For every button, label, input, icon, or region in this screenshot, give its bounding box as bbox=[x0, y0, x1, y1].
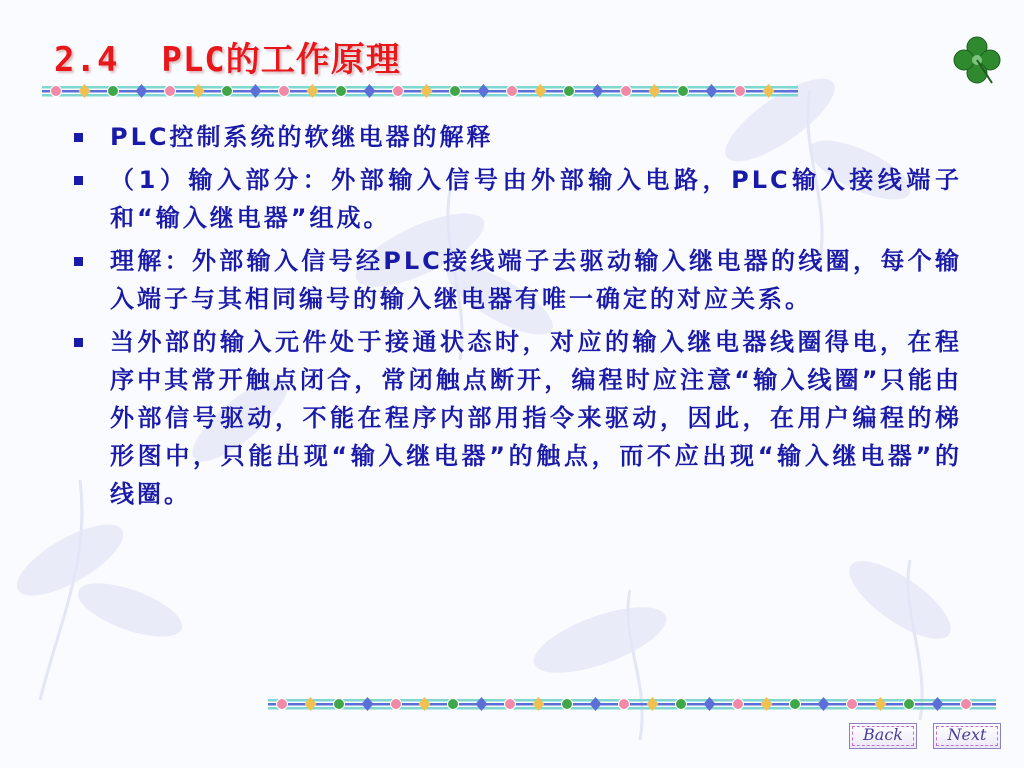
divider-flower-icon bbox=[448, 699, 459, 710]
divider-flower-icon bbox=[961, 699, 972, 710]
bullet-text: 当外部的输入元件处于接通状态时，对应的输入继电器线圈得电，在程序中其常开触点闭合，常闭触点断开，编程时应注意“输入线圈”只能由外部信号驱动，不能在程序内部用指令来驱动，因此，在用户编程的梯形图中，只能出现“输入继电器”的触点，而不应出现“输入继电器”的线圈。 bbox=[110, 328, 962, 508]
divider-flower-icon bbox=[336, 86, 347, 97]
bullet-text: PLC控制系统的软继电器的解释 bbox=[110, 123, 494, 151]
divider-flower-icon bbox=[847, 699, 858, 710]
divider-flower-icon bbox=[51, 86, 62, 97]
bottom-divider bbox=[268, 693, 996, 715]
divider-flower-icon bbox=[393, 86, 404, 97]
square-bullet-icon bbox=[74, 338, 83, 347]
top-divider bbox=[42, 80, 798, 102]
bullet-text: （1）输入部分：外部输入信号由外部输入电路，PLC输入接线端子和“输入继电器”组成。 bbox=[110, 166, 962, 232]
divider-flower-icon bbox=[222, 86, 233, 97]
square-bullet-icon bbox=[74, 133, 83, 142]
divider-flower-icon bbox=[108, 86, 119, 97]
divider-flower-icon bbox=[562, 699, 573, 710]
bullet-list bbox=[72, 118, 962, 518]
divider-flower-icon bbox=[621, 86, 632, 97]
square-bullet-icon bbox=[74, 176, 83, 185]
next-button[interactable]: Next bbox=[933, 723, 1001, 749]
divider-flower-icon bbox=[165, 86, 176, 97]
divider-flower-icon bbox=[391, 699, 402, 710]
back-button[interactable]: Back bbox=[849, 723, 917, 749]
divider-flower-icon bbox=[733, 699, 744, 710]
divider-flower-icon bbox=[735, 86, 746, 97]
bullet-item bbox=[72, 242, 962, 318]
divider-flower-icon bbox=[564, 86, 575, 97]
bullet-item bbox=[72, 323, 962, 513]
bullet-item bbox=[72, 118, 962, 156]
divider-flower-icon bbox=[277, 699, 288, 710]
slide-title: 2.4 PLC的工作原理 bbox=[54, 40, 401, 80]
bullet-item bbox=[72, 161, 962, 237]
divider-flower-icon bbox=[505, 699, 516, 710]
divider-flower-icon bbox=[507, 86, 518, 97]
divider-flower-icon bbox=[676, 699, 687, 710]
square-bullet-icon bbox=[74, 257, 83, 266]
divider-flower-icon bbox=[619, 699, 630, 710]
bullet-text: 理解：外部输入信号经PLC接线端子去驱动输入继电器的线圈，每个输入端子与其相同编号的输入继电器有唯一确定的对应关系。 bbox=[110, 247, 962, 313]
divider-flower-icon bbox=[279, 86, 290, 97]
divider-flower-icon bbox=[450, 86, 461, 97]
divider-flower-icon bbox=[904, 699, 915, 710]
divider-flower-icon bbox=[334, 699, 345, 710]
divider-flower-icon bbox=[790, 699, 801, 710]
divider-flower-icon bbox=[678, 86, 689, 97]
clover-icon bbox=[950, 33, 1004, 87]
